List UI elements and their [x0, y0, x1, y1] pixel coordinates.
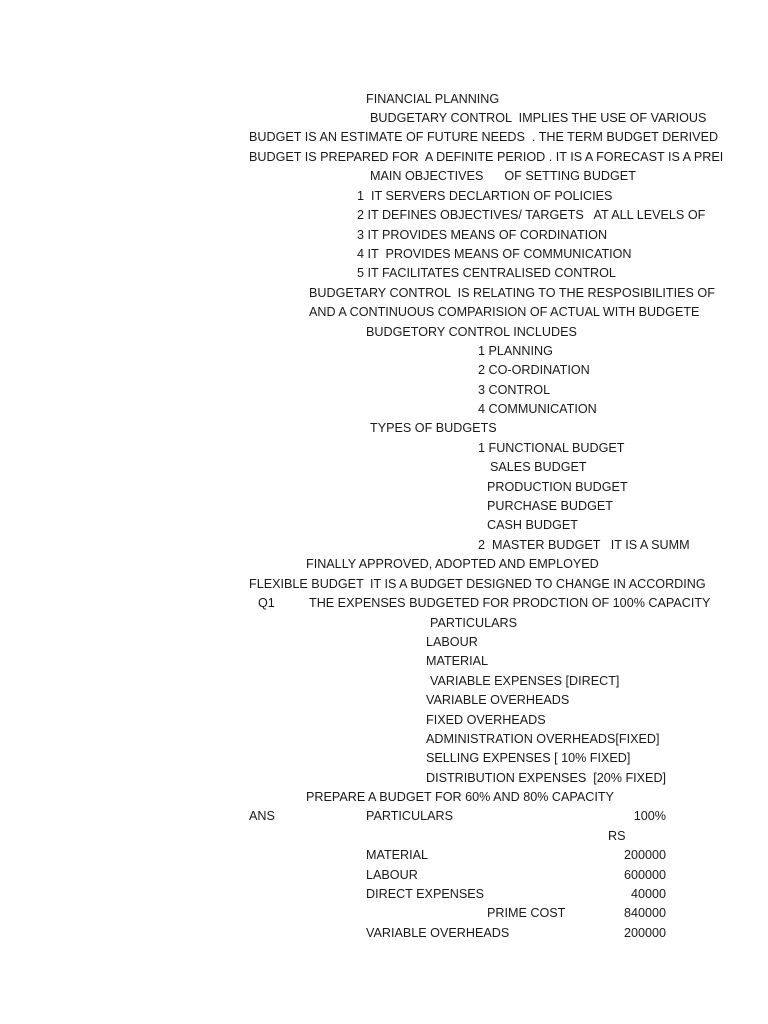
text-line: FINALLY APPROVED, ADOPTED AND EMPLOYED — [306, 557, 599, 571]
list-item: 2 IT DEFINES OBJECTIVES/ TARGETS AT ALL LEVELS OF — [357, 208, 706, 222]
list-item: MATERIAL — [426, 654, 489, 668]
section-heading: BUDGETORY CONTROL INCLUDES — [366, 325, 577, 339]
text-line: THE EXPENSES BUDGETED FOR PRODCTION OF 100% CAPACITY — [309, 596, 711, 610]
table-row-label: MATERIAL — [366, 848, 429, 862]
list-item: CASH BUDGET — [487, 518, 578, 532]
text-line: BUDGET IS PREPARED FOR A DEFINITE PERIOD . IT IS A FORECAST IS A PREI — [249, 150, 724, 164]
table-cell: 200000 — [623, 848, 666, 862]
column-header-100: 100% — [633, 809, 666, 823]
table-row-label: DIRECT EXPENSES — [366, 887, 485, 901]
text-line: AND A CONTINUOUS COMPARISION OF ACTUAL WITH BUDGETE — [309, 305, 700, 319]
table-row-label: PRIME COST — [487, 906, 566, 920]
term-label: FLEXIBLE BUDGET — [249, 577, 364, 591]
list-item: 4 COMMUNICATION — [478, 402, 597, 416]
table-header: PARTICULARS — [430, 616, 518, 630]
text-line: BUDGET IS AN ESTIMATE OF FUTURE NEEDS . THE TERM BUDGET DERIVED — [249, 130, 719, 144]
list-item: 1 PLANNING — [478, 344, 553, 358]
table-row-label: LABOUR — [366, 868, 418, 882]
table-cell: 200000 — [623, 926, 666, 940]
text-line: BUDGETARY CONTROL IS RELATING TO THE RESPOSIBILITIES OF — [309, 286, 715, 300]
list-item: DISTRIBUTION EXPENSES [20% FIXED] — [426, 771, 667, 785]
list-item: 3 IT PROVIDES MEANS OF CORDINATION — [357, 228, 608, 242]
list-item: 1 FUNCTIONAL BUDGET — [478, 441, 625, 455]
currency-label: RS — [608, 829, 626, 843]
section-heading: MAIN OBJECTIVES OF SETTING BUDGET — [370, 169, 636, 183]
title: FINANCIAL PLANNING — [366, 92, 500, 106]
table-cell: 840000 — [623, 906, 666, 920]
list-item: PRODUCTION BUDGET — [487, 480, 628, 494]
table-cell: 600000 — [623, 868, 666, 882]
list-item: SALES BUDGET — [490, 460, 587, 474]
section-heading: TYPES OF BUDGETS — [370, 421, 497, 435]
list-item: 2 MASTER BUDGET IT IS A SUMM — [478, 538, 690, 552]
list-item: 5 IT FACILITATES CENTRALISED CONTROL — [357, 266, 616, 280]
text-line: BUDGETARY CONTROL IMPLIES THE USE OF VARIOUS — [370, 111, 707, 125]
list-item: FIXED OVERHEADS — [426, 713, 546, 727]
list-item: VARIABLE OVERHEADS — [426, 693, 570, 707]
list-item: ADMINISTRATION OVERHEADS[FIXED] — [426, 732, 660, 746]
list-item: 3 CONTROL — [478, 383, 551, 397]
list-item: 1 IT SERVERS DECLARTION OF POLICIES — [357, 189, 613, 203]
table-header: PARTICULARS — [366, 809, 454, 823]
question-label: Q1 — [258, 596, 275, 610]
table-row-label: VARIABLE OVERHEADS — [366, 926, 510, 940]
list-item: PURCHASE BUDGET — [487, 499, 613, 513]
list-item: VARIABLE EXPENSES [DIRECT] — [430, 674, 620, 688]
text-line: IT IS A BUDGET DESIGNED TO CHANGE IN ACCORDING — [370, 577, 706, 591]
list-item: LABOUR — [426, 635, 478, 649]
list-item: 2 CO-ORDINATION — [478, 363, 590, 377]
table-cell: 40000 — [630, 887, 666, 901]
list-item: SELLING EXPENSES [ 10% FIXED] — [426, 751, 631, 765]
text-line: PREPARE A BUDGET FOR 60% AND 80% CAPACITY — [306, 790, 614, 804]
list-item: 4 IT PROVIDES MEANS OF COMMUNICATION — [357, 247, 632, 261]
answer-label: ANS — [249, 809, 275, 823]
